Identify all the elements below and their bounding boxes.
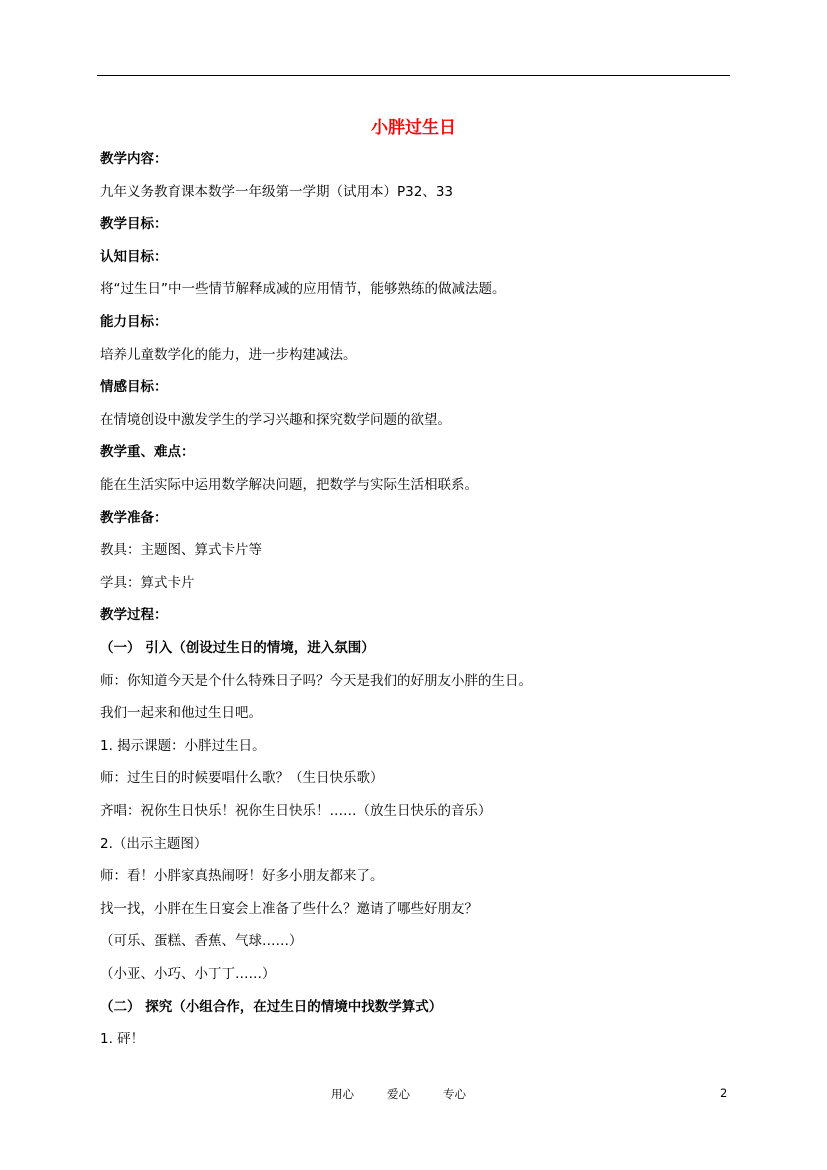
section-heading: 认知目标： [100, 249, 168, 265]
body-paragraph: （可乐、蛋糕、香蕉、气球……） [100, 933, 303, 949]
body-paragraph: 我们一起来和他过生日吧。 [100, 705, 262, 721]
footer-motto-1: 用心 [331, 1087, 354, 1101]
body-paragraph: 师：你知道今天是个什么特殊日子吗？今天是我们的好朋友小胖的生日。 [100, 673, 532, 689]
body-paragraph: 1. 揭示课题：小胖过生日。 [100, 738, 266, 754]
footer-motto-3: 专心 [443, 1087, 466, 1101]
footer-motto-2: 爱心 [387, 1087, 410, 1101]
body-paragraph: 1. 砰！ [100, 1031, 145, 1047]
section-heading: （二） 探究（小组合作，在过生日的情境中找数学算式） [100, 999, 443, 1015]
body-paragraph: 将“过生日”中一些情节解释成减的应用情节，能够熟练的做减法题。 [100, 281, 506, 297]
body-paragraph: 2.（出示主题图） [100, 836, 208, 852]
section-heading: （一） 引入（创设过生日的情境，进入氛围） [100, 640, 375, 656]
body-paragraph: 学具：算式卡片 [100, 575, 195, 591]
section-heading: 教学内容： [100, 151, 168, 167]
body-paragraph: 能在生活实际中运用数学解决问题，把数学与实际生活相联系。 [100, 477, 478, 493]
body-paragraph: 齐唱：祝你生日快乐！祝你生日快乐！……（放生日快乐的音乐） [100, 803, 492, 819]
section-heading: 教学准备： [100, 510, 168, 526]
section-heading: 情感目标： [100, 379, 168, 395]
section-heading: 教学过程： [100, 607, 168, 623]
header-rule [97, 75, 730, 76]
document-title: 小胖过生日 [371, 118, 456, 138]
body-paragraph: 九年义务教育课本数学一年级第一学期（试用本）P32、33 [100, 184, 453, 200]
section-heading: 教学目标： [100, 216, 168, 232]
body-paragraph: 师：看！小胖家真热闹呀！好多小朋友都来了。 [100, 868, 384, 884]
body-paragraph: 找一找，小胖在生日宴会上准备了些什么？邀请了哪些好朋友？ [100, 901, 478, 917]
body-paragraph: 教具：主题图、算式卡片等 [100, 542, 262, 558]
body-paragraph: （小亚、小巧、小丁丁……） [100, 966, 276, 982]
body-paragraph: 在情境创设中激发学生的学习兴趣和探究数学问题的欲望。 [100, 412, 451, 428]
section-heading: 教学重、难点： [100, 444, 195, 460]
body-paragraph: 培养儿童数学化的能力，进一步构建减法。 [100, 347, 357, 363]
section-heading: 能力目标： [100, 314, 168, 330]
page-number: 2 [720, 1086, 728, 1100]
body-paragraph: 师：过生日的时候要唱什么歌？（生日快乐歌） [100, 770, 384, 786]
